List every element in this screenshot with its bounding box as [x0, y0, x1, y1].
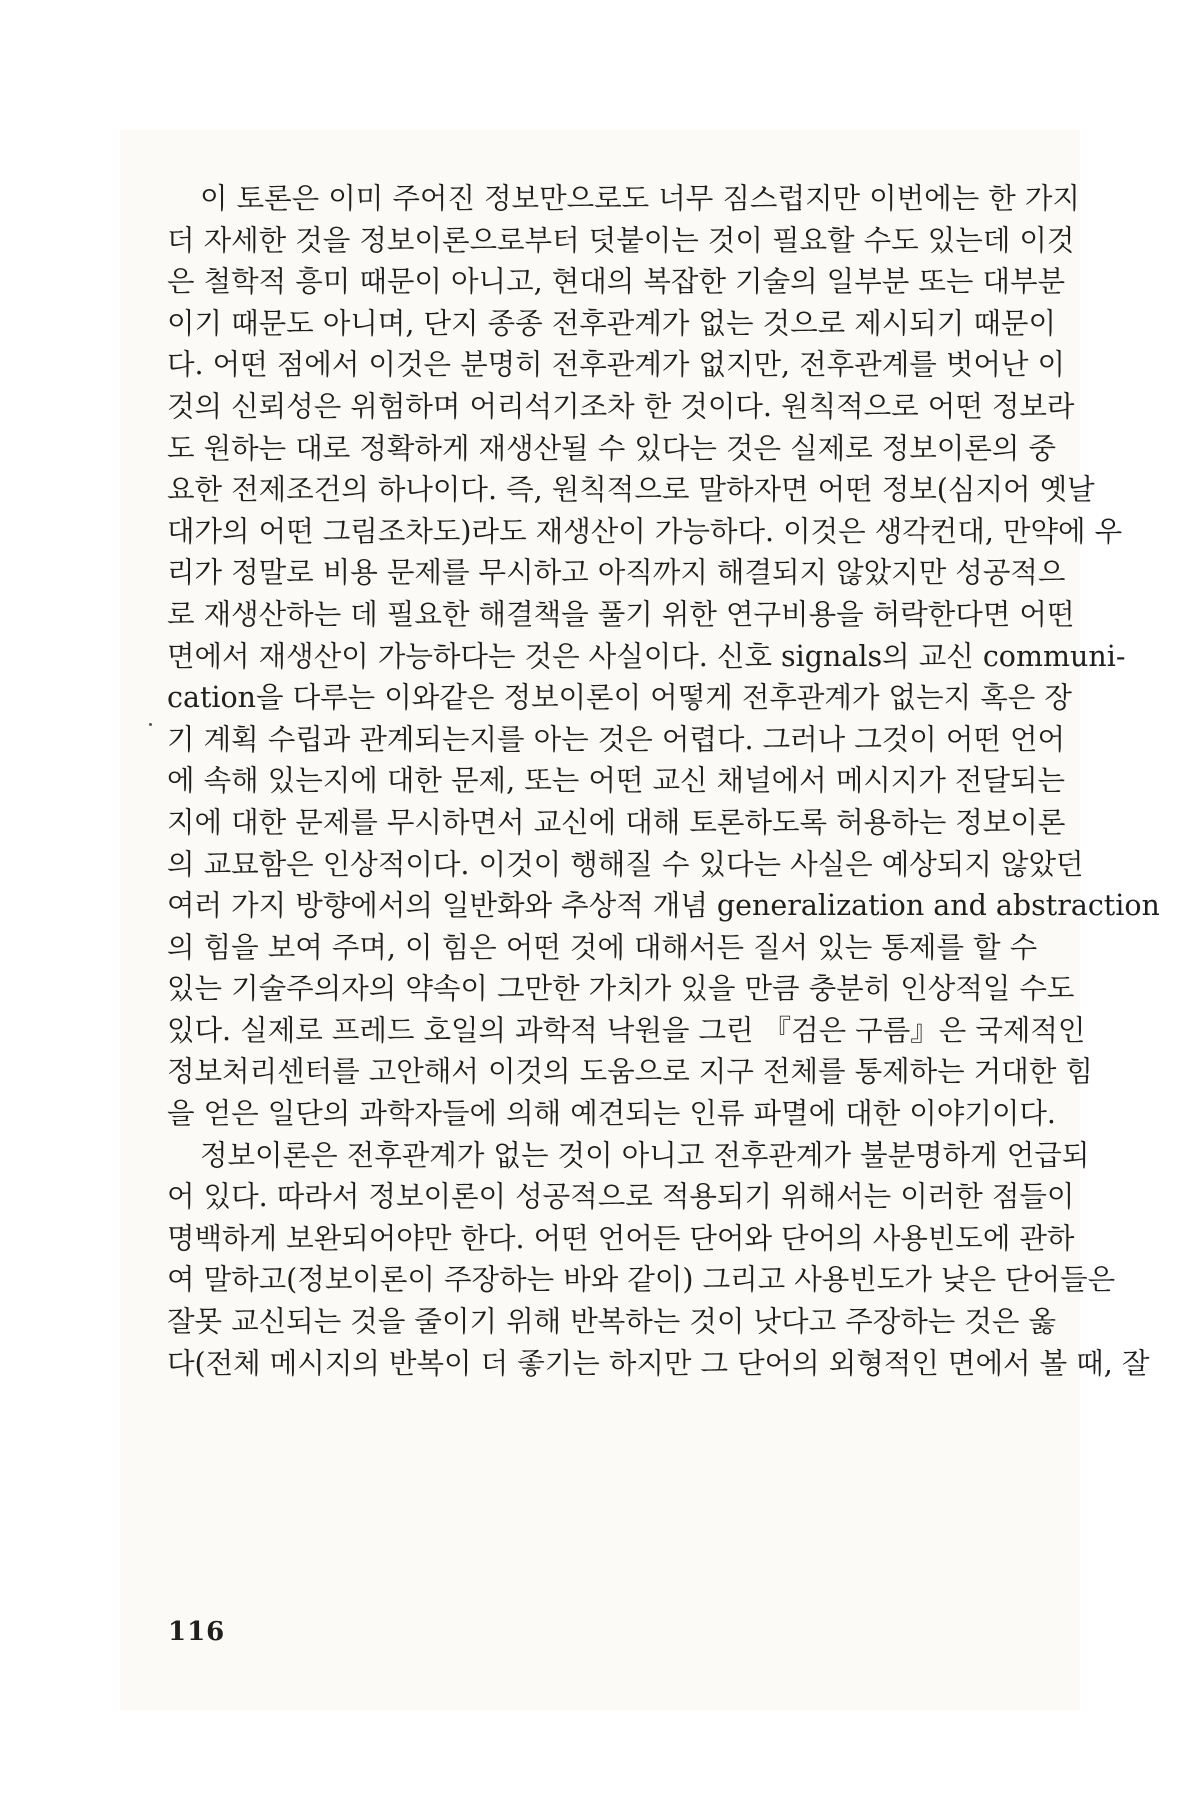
text-line: 여 말하고(정보이론이 주장하는 바와 같이) 그리고 사용빈도가 낮은 단어들은: [167, 1263, 1116, 1297]
text-line: 은 철학적 흥미 때문이 아니고, 현대의 복잡한 기술의 일부분 또는 대부분: [167, 265, 1066, 299]
text-line: 어 있다. 따라서 정보이론이 성공적으로 적용되기 위해서는 이러한 점들이: [167, 1180, 1075, 1214]
text-line: 더 자세한 것을 정보이론으로부터 덧붙이는 것이 필요할 수도 있는데 이것: [167, 223, 1075, 257]
text-line: 이 토론은 이미 주어진 정보만으로도 너무 짐스럽지만 이번에는 한 가지: [200, 182, 1080, 215]
text-line: 있다. 실제로 프레드 호일의 과학적 낙원을 그린 『검은 구름』은 국제적인: [167, 1013, 1086, 1047]
text-line: 지에 대한 문제를 무시하면서 교신에 대해 토론하도록 허용하는 정보이론: [167, 805, 1066, 839]
text-line: cation을 다루는 이와같은 정보이론이 어떻게 전후관계가 없는지 혹은 장: [167, 681, 1072, 715]
page-number: 116: [168, 1617, 226, 1647]
text-line: 기 계획 수립과 관계되는지를 아는 것은 어렵다. 그러나 그것이 어떤 언어: [167, 722, 1066, 756]
text-line: 것의 신뢰성은 위험하며 어리석기조차 한 것이다. 원칙적으로 어떤 정보라: [167, 389, 1075, 423]
text-line: 의 힘을 보여 주며, 이 힘은 어떤 것에 대해서든 질서 있는 통제를 할 수: [167, 930, 1038, 964]
text-line: 리가 정말로 비용 문제를 무시하고 아직까지 해결되지 않았지만 성공적으: [167, 556, 1066, 590]
text-line: 이기 때문도 아니며, 단지 종종 전후관계가 없는 것으로 제시되기 때문이: [167, 306, 1056, 340]
text-line: 명백하게 보완되어야만 한다. 어떤 언어든 단어와 단어의 사용빈도에 관하: [167, 1221, 1075, 1255]
text-line: 정보이론은 전후관계가 없는 것이 아니고 전후관계가 불분명하게 언급되: [200, 1138, 1090, 1172]
text-line: 에 속해 있는지에 대한 문제, 또는 어떤 교신 채널에서 메시지가 전달되는: [167, 764, 1066, 798]
body-text: [167, 178, 1160, 1384]
text-line: 대가의 어떤 그림조차도)라도 재생산이 가능하다. 이것은 생각컨대, 만약에 우: [167, 514, 1123, 548]
text-line: 로 재생산하는 데 필요한 해결책을 풀기 위한 연구비용을 허락한다면 어떤: [167, 597, 1075, 631]
text-line: 의 교묘함은 인상적이다. 이것이 행해질 수 있다는 사실은 예상되지 않았던: [167, 847, 1084, 881]
text-line: 도 원하는 대로 정확하게 재생산될 수 있다는 것은 실제로 정보이론의 중: [167, 431, 1056, 465]
text-line: 을 얻은 일단의 과학자들에 의해 예견되는 인류 파멸에 대한 이야기이다.: [167, 1097, 1056, 1131]
text-line: 있는 기술주의자의 약속이 그만한 가치가 있을 만큼 충분히 인상적일 수도: [167, 972, 1075, 1006]
text-line: 여러 가지 방향에서의 일반화와 추상적 개념 generalization and abstraction: [167, 889, 1160, 923]
text-line: 다(전체 메시지의 반복이 더 좋기는 하지만 그 단어의 외형적인 면에서 볼 때, 잘: [167, 1346, 1150, 1380]
margin-dot: [149, 723, 152, 726]
text-line: 잘못 교신되는 것을 줄이기 위해 반복하는 것이 낫다고 주장하는 것은 옳: [167, 1305, 1056, 1339]
text-line: 면에서 재생산이 가능하다는 것은 사실이다. 신호 signals의 교신 communi-: [167, 639, 1126, 673]
text-line: 다. 어떤 점에서 이것은 분명히 전후관계가 없지만, 전후관계를 벗어난 이: [167, 348, 1066, 382]
text-line: 정보처리센터를 고안해서 이것의 도움으로 지구 전체를 통제하는 거대한 힘: [167, 1055, 1093, 1089]
text-line: 요한 전제조건의 하나이다. 즉, 원칙적으로 말하자면 어떤 정보(심지어 옛날: [167, 473, 1095, 507]
